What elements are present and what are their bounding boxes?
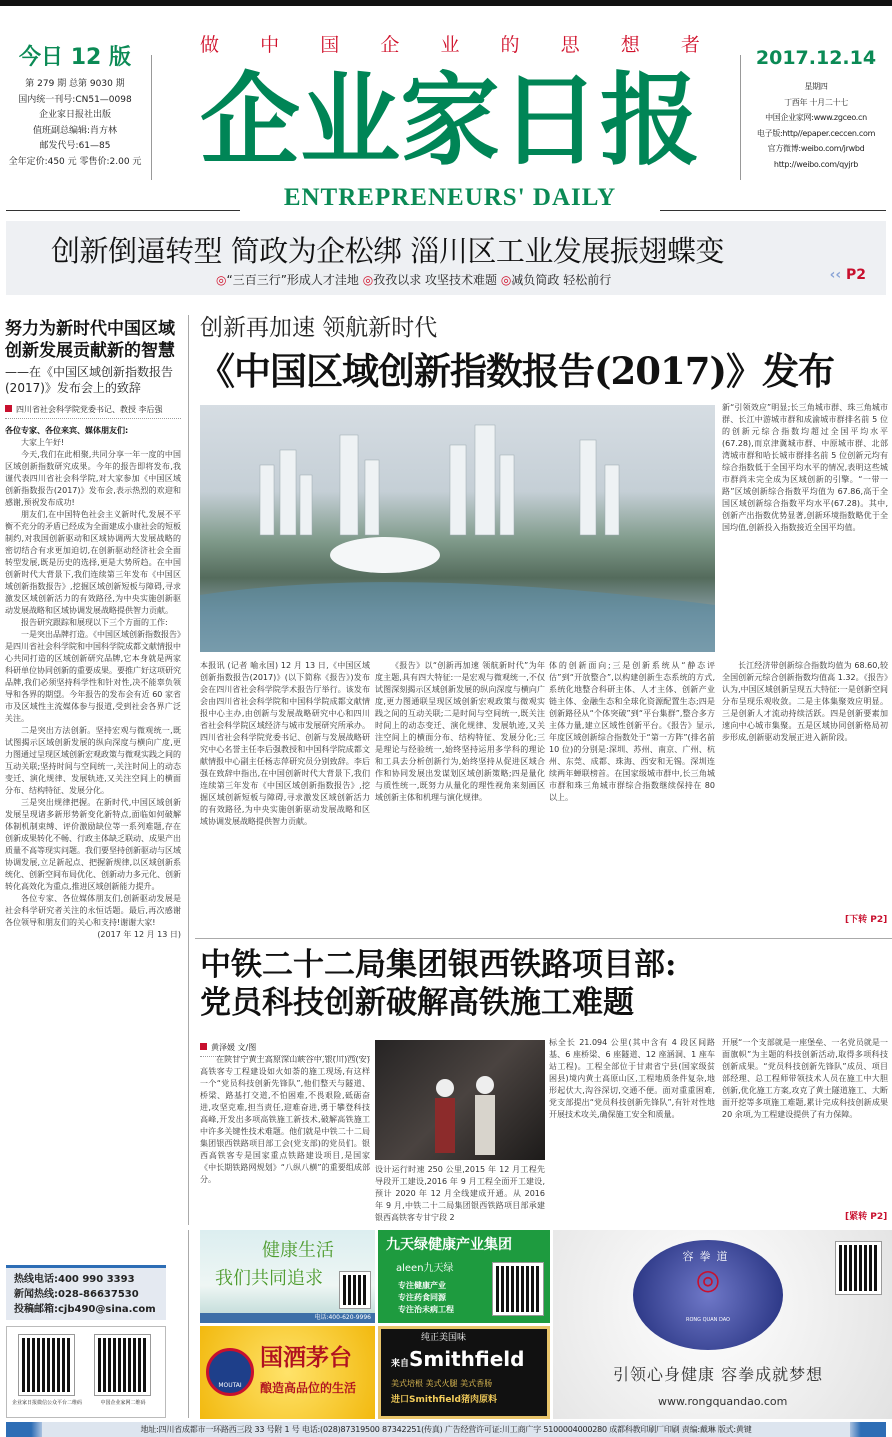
paragraph: 一是突出品牌打造。《中国区域创新指数报告》是四川省社会科学院和中国科学院成都文献情报中心共同打造的区域创新研究品牌,它本身就是两家科研单位协同创新的重要成果。要推广好这项研究品牌,我们必须坚持科学性和针对性,决不能辜负领导和各界的期望。今年报告的发布会有近 60 家省市及区域性主流媒体参与报道,受到社会各界广泛关注。 [5, 630, 181, 723]
speech-article [5, 318, 181, 1241]
masthead-right [740, 25, 892, 172]
section-rule [195, 938, 892, 939]
skyline-illustration [200, 405, 715, 652]
website-link[interactable]: 中国企业家网:www.zgceo.cn [765, 113, 867, 122]
slogan-char: 企 [380, 34, 400, 56]
marker-icon [200, 1043, 207, 1050]
ad-title: 国酒茅台 [260, 1344, 352, 1371]
rail-col-3: 标全长 21.094 公里(其中含有 4 段区间路基、6 座桥梁、6 座隧道、12 座涵洞、1 座车站工程)。工程全部位于甘肃省宁县(国家级贫困县)境内黄土高原山区,工程地质条件复杂,地形起伏大,沟谷深切,交通不便。面对重重困难,党支部提出“党员科技创新先锋队”,有针对性地开展技术攻关,确保施工安全和质量。 [549, 1038, 715, 1119]
paragraph: 报告研究跟踪和展现以下三个方面的工作: [21, 618, 168, 627]
hotline: 热线电话:400 990 3393 [14, 1274, 135, 1285]
ad-moutai[interactable] [200, 1326, 375, 1419]
slogan-char: 中 [260, 34, 280, 56]
ad-jiutianlv[interactable] [378, 1230, 550, 1323]
qr-code[interactable] [836, 1242, 881, 1294]
main-col-3: 体的创新面向;三是创新系统从“静态评估”到“开放整合”,以构建创新生态系统的方式,系统化地整合科研主体、人才主体、创新产业链主体、金融生态和全球化资源配置生态;四是创新路径从“个体突破”到“平台集群”,整合多方主体力量,建立区域性创新平台。《报告》显示,年度区域创新综合指数处于“第一方阵”(排名前 10 位)的分别是:深圳、苏州、南京、广州、杭州、东莞、成都、珠海、西安和无锡。深圳连续两年蝉联榜首。在国家级城市群中,长三角城市群和珠三角城市群综合指数继续保持在 80 以上。 [549, 661, 715, 802]
footer-bar-left [6, 1422, 42, 1437]
postal-code: 邮发代号:61—85 [39, 141, 111, 151]
subhead: 减负简政 轻松前行 [511, 273, 612, 287]
footer-bar-right [850, 1422, 886, 1437]
edition-count: 今日 12 版 [19, 45, 131, 70]
page-ref-label: P2 [845, 267, 866, 283]
paragraph: 二是突出方法创新。坚持宏观与微观统一,既试图揭示区域创新发展的纵向深度与横向广度,更力图通过呈现区域创新宏观政策与微观实践之间的互动关联;坚持时间与空间统一,关注时间上的动态变迁、演化规律、发展轨迹,又关注空间上的横面分布、结构特征、发展分化。 [5, 726, 181, 795]
price: 全年定价:450 元 零售价:2.00 元 [8, 156, 142, 167]
ad-item: 专注健康产业 [398, 1281, 446, 1290]
page-ref[interactable] [830, 267, 866, 283]
column-divider [188, 315, 189, 1225]
logo-en: RONG QUAN DAO [686, 1317, 730, 1323]
ad-health-life[interactable] [200, 1230, 375, 1323]
logo-mark: ◎ [695, 1263, 721, 1296]
submission-email: 投稿邮箱:cjb490@sina.com [14, 1304, 156, 1315]
top-bar [0, 0, 892, 6]
weibo-link-2[interactable]: http://weibo.com/qyjrb [773, 159, 859, 169]
ad-url[interactable]: www.rongquandao.com [658, 1395, 788, 1408]
english-title: ENTREPRENEURS' DAILY [240, 184, 660, 212]
duty-editor: 值班副总编辑:肖方林 [32, 125, 118, 136]
main-col-4b: 长江经济带创新综合指数均值为 68.60,较全国创新元综合创新指数均值高 1.32。《报告》认为,中国区域创新呈现五大特征:一是创新空间分布呈现乐观收敛。二是主体集聚效应明显。三是创新人才流动持续活跃。四是创新要素加速向中心城市集聚。五是区域协同创新格局初步形成,创新驱动发展正进入新阶段。 [722, 661, 888, 742]
logo-text: 容拳道 [682, 1250, 734, 1263]
qr-caption: 中国企业家网二维码 [100, 1400, 146, 1406]
qr-code-box [6, 1326, 166, 1418]
ad-text: 纯正美国味 [421, 1333, 467, 1343]
footer [6, 1422, 886, 1437]
paragraph: 各位专家、各位媒体朋友们,创新驱动发展是社会科学研究者关注的永恒话题。最后,再次感谢各位领导和朋友们的关心和支持!谢谢大家! [5, 894, 181, 927]
ad-text: 来自 [391, 1359, 410, 1369]
paragraph: 三是突出规律把握。在新时代,中国区域创新发展呈现诸多新形势新变化新特点,面临如何破解体制机制束缚、评价激励缺位等一系列难题,存在创新成果转化不畅、行政主体缺乏联动、成果产出质量不高等现实问题。我们要坚持创新驱动与区域协调发展,立足新起点、把握新规律,以区域创新系统化、创新空间布局优化、创新动力多元化、创新转化高效化为重点,推进区域创新能力提升。 [5, 798, 181, 891]
issue-date: 2017.12.14 [755, 47, 877, 69]
contact-box [6, 1265, 166, 1320]
speech-byline [5, 400, 181, 419]
rail-headline-line1: 中铁二十二局集团银西铁路项目部: [200, 947, 677, 983]
city-skyline-photo [200, 405, 715, 652]
moutai-logo: MOUTAI [206, 1348, 254, 1396]
ad-text: 健康生活 [262, 1240, 334, 1261]
ad-item: 专注药食同源 [398, 1293, 446, 1302]
publisher: 企业家日报社出版 [38, 110, 111, 120]
workers-illustration [375, 1040, 545, 1160]
author: 四川省社会科学院党委书记、教授 李后强 [16, 405, 163, 414]
slogan-char: 思 [560, 34, 580, 56]
subhead: “三百三行”形成人才洼地 [226, 273, 359, 287]
rail-headline-line2: 党员科技创新破解高铁施工难题 [200, 985, 634, 1021]
chevron-left-icon: ‹‹ [829, 267, 846, 283]
subhead: 孜孜以求 攻坚技术难题 [373, 273, 498, 287]
slogan-char: 业 [440, 34, 460, 56]
divider [151, 55, 152, 180]
qr-code[interactable] [95, 1335, 150, 1395]
rail-col-4: 开展“一个支部就是一座堡垒、一名党员就是一面旗帜”为主题的科技创新活动,取得多项科技创新成果。“党员科技创新先锋队”成员、项目部经理、总工程师带领技术人员在施工中大胆创新,优化施工方案,攻克了黄土隧道施工、大断面开挖等多项施工难题,累计完成科技创新成果 20 余项,为工程建设提供了有力保障。 [722, 1038, 888, 1119]
main-col-1: 本报讯 (记者 喻永国) 12 月 13 日,《中国区域创新指数报告(2017)》(以下简称《报告》)发布会在四川省社会科学院学术报告厅举行。该发布会由四川省社会科学院和中国科学院成都文献情报中心主办,由创新与发展战略研究中心和四川省社会科学院区域经济与城市发展研究所承办。四川省社会科学院党委书记、创新与发展战略研究中心名誉主任李后强教授和中国科学院成都文献情报中心副主任杨志萍研究员分别致辞。李后强在致辞中指出,在中国创新时代大背景下,我们连续第三年发布《中国区域创新指数报告》,挖掘区域创新短板与障碍,寻求激发区域创新活力的有效路径,为中央实施创新驱动发展战略和区域协调发展战略提供智力贡献。 [200, 661, 370, 826]
newspaper-title: 企业家日报 [200, 61, 700, 179]
lead-headline[interactable]: 创新倒逼转型 简政为企松绑 淄川区工业发展振翅蝶变 [51, 234, 724, 268]
ad-brand: aleen九天绿 [396, 1263, 454, 1274]
lead-story-band[interactable] [6, 221, 886, 295]
paragraph: 今天,我们在此相聚,共同分享一年一度的中国区域创新指数研究成果。今年的报告即将发布,我谨代表四川省社会科学院,对大家参加《中国区域创新指数报告(2017)》发布会,表示热烈的欢迎和感谢,预祝发布成功! [5, 450, 181, 507]
weibo-link[interactable]: 官方微博:weibo.com/jrwbd [767, 144, 865, 153]
slogan-char: 想 [620, 34, 640, 56]
speech-date: (2017 年 12 月 13 日) [97, 930, 181, 939]
speech-subtitle: ——在《中国区域创新指数报告(2017)》发布会上的致辞 [5, 365, 174, 395]
continue-link[interactable]: [紧转 P2] [845, 1212, 888, 1222]
ad-items [398, 1280, 454, 1316]
column-divider [188, 1230, 189, 1418]
footer-info: 地址:四川省成都市一环路西三段 33 号附 1 号 电话:(028)87319500 87342251(传真) 广告经营许可证:川工商广字 5100004000280 成都科教印刷厂印刷 责编:戴琳 版式:黄键 [140, 1425, 752, 1434]
continue-link[interactable]: [下转 P2] [845, 915, 888, 925]
issue-number: 第 279 期 总第 9030 期 [25, 79, 125, 89]
speech-title: 努力为新时代中国区域创新发展贡献新的智慧 [5, 319, 175, 361]
ad-item: 专注治未病工程 [398, 1305, 454, 1314]
qr-caption: 企业家日报微信公众平台二维码 [11, 1400, 82, 1406]
ad-subtitle: 酿造高品位的生活 [260, 1381, 357, 1395]
masthead-left [0, 25, 150, 185]
marker-icon [5, 405, 12, 412]
ad-text: 进口Smithfield猪肉原料 [391, 1395, 497, 1405]
slogan-char: 国 [320, 34, 340, 56]
rail-headline[interactable] [200, 946, 676, 1022]
lunar-date: 丁酉年 十月二十七 [784, 97, 848, 107]
main-kicker: 创新再加速 领航新时代 [200, 315, 438, 341]
slogan-char: 的 [500, 34, 520, 56]
ad-smithfield[interactable] [378, 1326, 550, 1419]
paragraph: 大家上午好! [21, 438, 65, 447]
weekday: 星期四 [804, 82, 828, 91]
main-headline[interactable]: 《中国区域创新指数报告(2017)》发布 [198, 349, 834, 393]
paragraph: 朋友们,在中国特色社会主义新时代,发展不平衡不充分的矛盾已经成为全面建成小康社会的短板制约,对我国创新驱动和区域协调两大发展战略的密切结合有求更加迫切,在创新驱动经济社会全面转型发展,既是历史的选择,更是大势所趋。在中国创新时代大背景下,我们连续第三年发布《中国区域创新指数报告》,挖掘区域创新短板与障碍,寻求激发区域创新活力的有效路径,为中央实施创新驱动发展战略和区域协调发展战略提供智力贡献。 [5, 510, 181, 615]
slogan-char: 者 [680, 34, 700, 56]
ad-rongquandao[interactable] [553, 1230, 892, 1419]
main-col-4a: 新“引领效应”明显;长三角城市群、珠三角城市群、长江中游城市群和成渝城市群排名前 5 位的创新元综合指数均超过全国平均水平(67.28),而京津冀城市群、中原城市群、北部湾城市群和哈长城市群排名前 5 位创新元均有综合指数低于全国平均水平的情况,表明这些城市群尚未完全成为区域创新的引擎。“一带一路”区域创新综合指数平均值为 67.86,高于全国区域创新综合指数平均水平(67.28)。其中,创新产出指数优势显著,创新环境指数略优于全国均值,创新投入指数接近全国平均值。 [722, 403, 888, 532]
ad-brand: Smithfield [409, 1347, 525, 1371]
qr-code[interactable] [340, 1272, 370, 1308]
cn-number: 国内统一刊号:CN51—0098 [18, 94, 132, 105]
slogan [200, 30, 700, 57]
qr-code[interactable] [19, 1335, 74, 1395]
ad-slogan: 引领心身健康 容拳成就梦想 [613, 1365, 824, 1384]
lead-subheads: ◎“三百三行”形成人才洼地 ◎孜孜以求 攻坚技术难题 ◎减负简政 轻松前行 [216, 273, 612, 287]
rail-col-1: 在陕甘宁黄土高原深山峡谷中,银(川)西(安)高铁客专工程建设如火如荼的施工现场,有这样一个“党员科技创新先锋队”,他们整天与隧道、桥梁、路基打交道,不怕困难,不畏艰险,砥砺奋进,攻坚克难,担当责任,迎难奋进,勇于攀登科技高峰,开发出多项高铁施工新技术,破解高铁施工中许多关键性技术难题。他们就是中铁二十二局集团银西铁路项目部工会(党支部)的党员们。银西高铁客专是国家重点铁路建设项目,是国家《中长期铁路网规划》“八纵八横”的重要组成部分。 [200, 1055, 370, 1184]
tunnel-photo [375, 1040, 545, 1160]
rail-col-2: 设计运行时速 250 公里,2015 年 12 月工程先导段开工建设,2016 年 9 月工程全面开工建设,预计 2020 年 12 月全线建成开通。从 2016 年 9 月,中铁二十二局集团银西铁路项目部承建银西高铁客专甘宁段 2 [375, 1165, 545, 1222]
news-hotline: 新闻热线:028-86637530 [14, 1289, 139, 1300]
slogan-char: 做 [200, 34, 220, 56]
main-col-2: 《报告》以“创新再加速 领航新时代”为年度主题,具有四大特征:一是宏观与微观统一,不仅试图深刻揭示区域创新发展的纵向深度与横向广度,更力图通联呈现区域创新宏观政策与微观实践之间的互动关联;二是时间与空间统一,既关注时间上的动态变迁、演化规律、发展轨迹,又关注空间上的横面分布、结构特征、发展分化;三是理论与经验统一,始终坚持运用多学科的理论和工具去分析创新行为,始终坚持从促进区域合作和协同发展出发谋划区域创新策略;四是量化与质性统一,既努力从量化的理性视角来刻画区域创新主体和机理与演化规律。 [375, 661, 545, 802]
qr-code[interactable] [493, 1263, 543, 1315]
speech-body [5, 425, 181, 1241]
ad-items: 美式培根 美式火腿 美式香肠 [391, 1379, 493, 1388]
epaper-link[interactable]: 电子版:http//epaper.ceccen.com [756, 128, 876, 138]
rongquandao-logo [633, 1240, 783, 1350]
ad-title: 九天绿健康产业集团 [386, 1237, 512, 1253]
greeting: 各位专家、各位来宾、媒体朋友们: [5, 426, 129, 435]
author: 黄泽媛 文/图 [211, 1043, 257, 1052]
ad-phone: 电话:400-620-9996 [200, 1313, 375, 1323]
ad-text: 我们共同追求 [215, 1268, 323, 1289]
